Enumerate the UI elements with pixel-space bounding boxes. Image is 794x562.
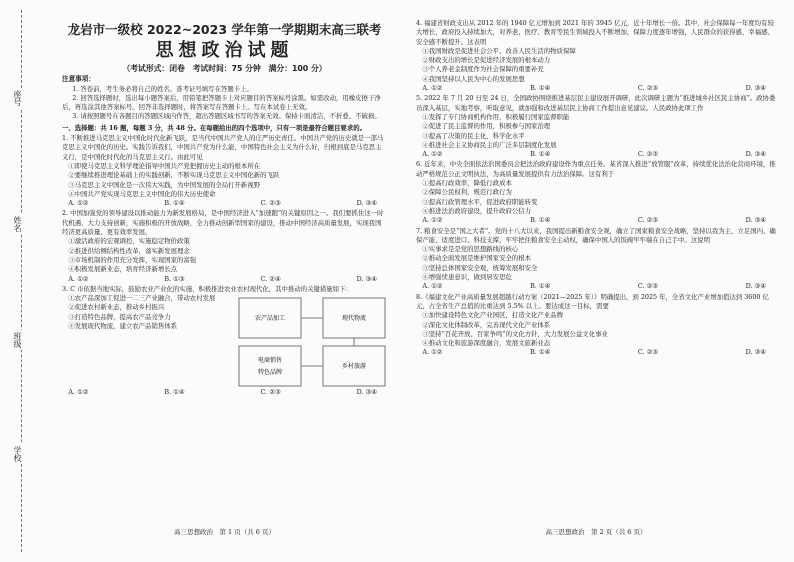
question-option: ①提高行政效率，降低行政成本: [422, 179, 512, 188]
question-5: [416, 94, 776, 159]
question-6: [416, 160, 776, 225]
question-option: ③马克思主义中国化是一次伟大实践，为中国发展的全局打开新视野: [68, 180, 261, 189]
question-option: ②促进农村新业态，推动乡村振兴: [68, 303, 165, 312]
question-stem: 7. 粮食安全是“国之大者”。党的十八大以来，我国提出新粮食安全观，确立了国家粮食安全战略，坚持以我为主、立足国内、确保产能、适度进口、科技支撑，牢牢把住粮食安全主动权，确保中国人的饭碗牢牢端在自己手中。这说明: [416, 226, 776, 244]
exam-title: 龙岩市一级校 2022~2023 学年第一学期期末高三联考: [67, 22, 382, 37]
choice-c: C. ②③: [637, 216, 659, 225]
question-7: [416, 227, 776, 292]
choice-a: A. ①②: [422, 150, 443, 159]
question-option: ③坚持总体国家安全观，统筹发展和安全: [422, 263, 538, 272]
question-option: ①实事求是是党的思想路线的核心: [422, 245, 519, 254]
choice-b: B. ①④: [530, 150, 551, 159]
choice-d: D. ③④: [745, 348, 766, 357]
choice-b: B. ①④: [530, 282, 551, 291]
choice-b: B. ①③: [164, 274, 185, 283]
question-option: ④发展现代物流，建立农产品销售体系: [68, 322, 178, 331]
notice-item: 1. 答卷前，考生务必将自己的姓名、准考证号填写在答题卡上。: [72, 84, 253, 93]
question-stem: 3. C 市依据当地实际，鼓励农业产业化的实施，积极推进农业农村现代化，其中推动的关键措施如下：: [62, 284, 352, 293]
question-option: ②推进供给侧结构性改革，落实新发展理念: [68, 246, 190, 255]
exam-info: （考试形式：闭卷 考试时间：75 分钟 满分：100 分）: [122, 64, 327, 73]
answer-choices: [416, 216, 776, 225]
question-option: ①加快建设特色文化产业园区，打造文化产业品牌: [422, 311, 563, 320]
diagram-label: 电商销售: [257, 357, 283, 365]
notice-item: 2. 回答选择题时，选出每小题答案后，用铅笔把答题卡上对应题目的答案标号涂黑。如需改动，用橡皮擦干净后，再选涂其他答案标号。回答非选择题时，将答案写在答题卡上。写在本试卷上无效。: [62, 93, 381, 112]
choice-c: C. ②③: [260, 199, 281, 208]
question-option: ④中国共产党实现马克思主义中国化的伟大历史使命: [68, 189, 216, 198]
question-option: ①我国财政是促进社会公平、改善人民生活的物质保障: [422, 46, 576, 55]
choice-c: C. ②③: [260, 388, 281, 397]
question-4: [416, 19, 776, 93]
answer-choices: [416, 84, 776, 93]
choice-a: A. ①②: [422, 84, 443, 93]
question-option: ④我国坚持以人民为中心的发展思想: [422, 74, 525, 83]
page-footer: 高三思想政治 第 2 页（共 6 页）: [545, 527, 647, 536]
choice-a: A. ①②: [68, 199, 89, 208]
question-stem: 5. 2022 年 7 月 20 日至 24 日，全国政协围绕推进基层民主建设展开调研，此次调研主题为“推进城乡社区民主协商”。政协委员深入基层，实地考察，听取意见，就加强和改进基层民主协商工作提出意见建议。人民政协此项工作: [416, 94, 776, 112]
question-stem: 2. 中国加强党的领导建设以推动能力为新发展格局，是中国经济进入“加速跑”的关键原因之一。我们要抓住这一时代机遇，大力支持创新，实施积极的开放战略，全力推动创新型国家的建设，推动中国经济高质量发展，实现我国经济更高质量、更有效率发展。: [62, 209, 384, 237]
choice-d: D. ③④: [745, 84, 766, 93]
choice-a: A. ①②: [422, 282, 443, 291]
question-option: ④增强忧患意识，做到居安思危: [422, 273, 512, 282]
choice-a: A. ①②: [422, 348, 443, 357]
question-option: ②促进了民主监督的作用，积极参与国家治理: [422, 122, 551, 131]
choice-b: B. ①④: [530, 348, 551, 357]
question-stem: 1. 不断推进马克思主义中国化时代化新飞跃，是当代中国共产党人的庄严历史责任。中国共产党的历史就是一部马克思主义中国化的历史。实践告诉我们，中国共产党为什么能，中国特色社会主义为什么好，归根到底是马克思主义行，是中国化时代化的马克思主义行。由此可见: [62, 134, 384, 161]
question-stem: 4. 福建省财政支出从 2012 年的 1940 亿元增加到 2021 年的 3945 亿元，近十年增长一倍。其中，社会保障每一年度均有较大增长，政府投入持续加大，对养老、医疗、教育等民生领域投入不断增加，保障力度逐年增强，人民群众的获得感、幸福感、安全感不断提升。这表明: [416, 19, 774, 46]
choice-a: A. ①②: [422, 216, 443, 225]
question-3-body: [62, 294, 387, 388]
choice-c: C. ②④: [260, 274, 281, 283]
binding-line: [10, 0, 34, 562]
choice-b: B. ①④: [164, 199, 185, 208]
answer-choices: [416, 150, 776, 159]
choice-c: C. ②③: [637, 282, 659, 291]
diagram-label: 特色品牌: [257, 369, 283, 377]
question-option: ①发挥了专门协商机构作用，积极履行国家监督职能: [422, 112, 570, 121]
choice-d: D. ③④: [745, 216, 766, 225]
page-2: [416, 18, 776, 543]
choice-d: D. ③④: [356, 388, 377, 397]
question-option: ③提高了决策的民主化、科学化水平: [422, 131, 525, 140]
question-option: ③坚持“百花齐放、百家争鸣”的文化方针，大力发展公益文化事业: [422, 329, 608, 338]
question-3-options: [62, 294, 233, 331]
question-stem: 8.《福建文化产业高质量发展超越行动方案（2021—2025 年）》明确提出，到 2025 年，全省文化产业增加值达到 3600 亿元，占全省生产总值的比重达到 5.5% 以上。要达成这一目标，需要: [416, 292, 769, 310]
diagram-label: 现代物流: [341, 315, 367, 323]
choice-d: D. ③④: [745, 282, 766, 291]
choice-a: A. ①②: [68, 388, 89, 397]
choice-a: A. ①②: [68, 274, 89, 283]
question-option: ④积极发展新业态，培育经济新增长点: [68, 265, 178, 274]
choice-b: B. ①④: [530, 84, 551, 93]
question-option: ④推进法治政府建设，提升政府公信力: [422, 206, 532, 215]
page-1: [62, 18, 387, 543]
question-stem: 6. 近年来，中央全面依法治国委员会把法治政府建设作为重点任务。某省深入推进“放管服”改革，持续优化法治化营商环境，推动严格规范公正文明执法，为高质量发展提供有力法治保障。这有利于: [416, 160, 776, 178]
notice-heading: 注意事项：: [62, 75, 95, 84]
school-label: 学校: [13, 446, 22, 462]
question-option: ①即使马克思主义科学理论指导中国共产党把握历史主动的根本所在: [68, 161, 261, 170]
answer-choices: [62, 275, 387, 284]
question-option: ②深化文化体制改革，完善现代文化产业体系: [422, 320, 551, 329]
choice-d: D. ③④: [356, 274, 377, 283]
question-option: ②财政支出的增长是促进经济发展的根本动力: [422, 56, 551, 65]
answer-choices: [62, 199, 387, 208]
choice-b: B. ①④: [530, 216, 551, 225]
question-option: ④推动文化和旅游深度融合，发展文旅新业态: [422, 339, 551, 348]
question-option: ①农产品深加工促进一二三产业融合，带动农村发展: [68, 294, 216, 303]
choice-b: B. ①④: [164, 388, 185, 397]
choice-d: D. ③④: [356, 199, 377, 208]
question-option: ③提高行政管理水平，促进政府职能转变: [422, 197, 538, 206]
answer-choices: [62, 388, 387, 397]
answer-choices: [416, 282, 776, 291]
subject-title: 思想政治试题: [155, 40, 294, 61]
question-option: ②保障公民权利，规范行政行为: [422, 188, 512, 197]
question-3: [62, 285, 387, 398]
question-option: ①激活政府的宏观调控，实施稳定物价政策: [68, 237, 190, 246]
question-option: ③市场机制的作用充分发挥，实现国家的富强: [68, 255, 197, 264]
section-heading: 一、选择题：共 16 题，每题 3 分，共 48 分。在每题给出的四个选项中，只有一项是最符合题目要求的。: [62, 123, 366, 132]
seat-number-label: 座号: [13, 90, 22, 106]
question-8: [416, 293, 776, 358]
question-option: ④推进社会主义协商民主的广泛多层制度化发展: [422, 140, 557, 149]
name-label: 姓名: [13, 216, 22, 232]
class-label: 班级: [13, 332, 22, 348]
choice-c: C. ②③: [637, 84, 659, 93]
page-footer: 高三思想政治 第 1 页（共 6 页）: [173, 527, 276, 536]
choice-d: D. ③④: [745, 150, 766, 159]
choice-c: C. ②③: [637, 150, 659, 159]
question-1: [62, 134, 387, 208]
answer-choices: [416, 348, 776, 357]
question-2: [62, 209, 387, 283]
diagram-label: 乡村旅游: [341, 363, 367, 371]
question-option: ②要继续推进理论基础上的实践创新，不断实现马克思主义中国化新的飞跃: [68, 171, 280, 180]
question-option: ③打造特色品牌，提高农产品竞争力: [68, 312, 171, 321]
diagram-box: [239, 346, 301, 386]
agriculture-flow-diagram: [237, 296, 387, 388]
choice-c: C. ②③: [637, 348, 659, 357]
diagram-label: 农产品加工: [254, 315, 286, 323]
notice-item: 3. 请按照题号在各题目的答题区域内作答，超出答题区域书写的答案无效。保持卡面清洁，不折叠、不破损。: [72, 112, 381, 121]
question-option: ②推动全面发展是维护国家安全的根本: [422, 254, 532, 263]
question-option: ③个人养老金制度作为社会保障的重要补充: [422, 65, 544, 74]
